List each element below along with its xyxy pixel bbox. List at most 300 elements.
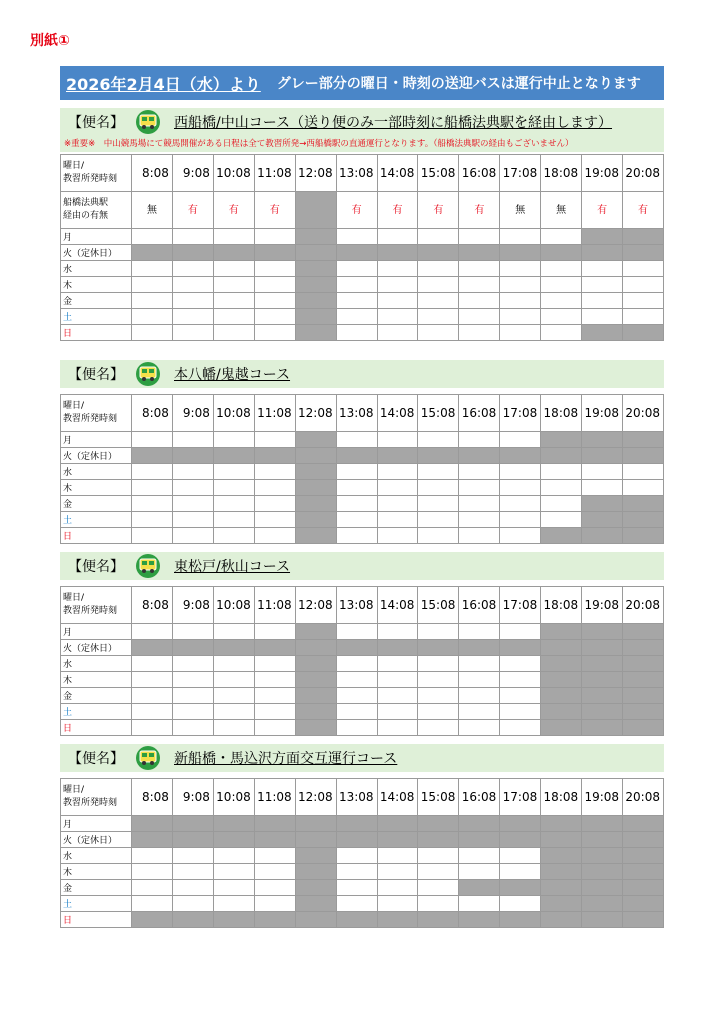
time-cell: 13:08	[336, 395, 377, 432]
time-header-row	[61, 395, 664, 432]
service-slot	[377, 496, 418, 512]
day-row	[61, 704, 664, 720]
cancelled-slot	[541, 896, 582, 912]
time-cell: 16:08	[459, 779, 500, 816]
cancelled-slot	[541, 704, 582, 720]
day-row	[61, 512, 664, 528]
service-slot	[132, 896, 173, 912]
cancelled-slot	[295, 325, 336, 341]
service-slot	[377, 864, 418, 880]
cancelled-slot	[295, 528, 336, 544]
service-slot	[132, 656, 173, 672]
cancelled-slot	[623, 688, 664, 704]
service-slot	[336, 293, 377, 309]
time-cell: 9:08	[172, 587, 213, 624]
cancelled-slot	[172, 816, 213, 832]
service-slot	[213, 480, 254, 496]
service-slot	[336, 864, 377, 880]
day-label: 月	[61, 816, 132, 832]
time-cell: 18:08	[541, 155, 582, 192]
cancelled-slot	[254, 816, 295, 832]
cancelled-slot	[541, 720, 582, 736]
service-slot	[459, 261, 500, 277]
cancelled-slot	[295, 448, 336, 464]
service-slot	[500, 325, 541, 341]
cancelled-slot	[295, 656, 336, 672]
cancelled-slot	[295, 512, 336, 528]
day-row	[61, 880, 664, 896]
service-slot	[254, 325, 295, 341]
service-slot	[500, 512, 541, 528]
service-slot	[623, 261, 664, 277]
course-section	[60, 552, 664, 736]
service-slot	[254, 277, 295, 293]
service-slot	[459, 432, 500, 448]
service-slot	[254, 720, 295, 736]
course-name: 本八幡/鬼越コース	[174, 367, 291, 383]
service-slot	[459, 672, 500, 688]
cancelled-slot	[132, 832, 173, 848]
service-slot	[500, 864, 541, 880]
cancelled-slot	[582, 432, 623, 448]
cancelled-slot	[623, 528, 664, 544]
time-header-row	[61, 779, 664, 816]
time-cell: 15:08	[418, 395, 459, 432]
service-slot	[418, 528, 459, 544]
time-cell: 12:08	[295, 155, 336, 192]
service-slot	[418, 848, 459, 864]
service-slot	[336, 261, 377, 277]
service-slot	[377, 229, 418, 245]
service-slot	[213, 325, 254, 341]
via-cell: 有	[418, 192, 459, 229]
cancelled-slot	[541, 832, 582, 848]
service-slot	[132, 704, 173, 720]
cancelled-slot	[459, 816, 500, 832]
day-label: 土	[61, 704, 132, 720]
service-slot	[254, 688, 295, 704]
cancelled-slot	[336, 832, 377, 848]
service-slot	[254, 464, 295, 480]
service-slot	[418, 880, 459, 896]
service-slot	[172, 293, 213, 309]
day-label: 日	[61, 325, 132, 341]
service-slot	[459, 688, 500, 704]
time-cell: 10:08	[213, 395, 254, 432]
service-slot	[132, 688, 173, 704]
cancelled-slot	[582, 640, 623, 656]
cancelled-slot	[500, 912, 541, 928]
cancelled-slot	[582, 672, 623, 688]
service-slot	[213, 848, 254, 864]
service-slot	[500, 432, 541, 448]
service-slot	[418, 309, 459, 325]
cancelled-slot	[295, 896, 336, 912]
service-slot	[132, 496, 173, 512]
time-cell: 17:08	[500, 587, 541, 624]
via-cell: 有	[254, 192, 295, 229]
service-slot	[213, 688, 254, 704]
cancelled-slot	[459, 832, 500, 848]
cancelled-slot	[541, 656, 582, 672]
service-slot	[500, 624, 541, 640]
time-cell: 12:08	[295, 395, 336, 432]
service-slot	[459, 848, 500, 864]
service-slot	[172, 432, 213, 448]
day-label: 日	[61, 528, 132, 544]
service-slot	[172, 261, 213, 277]
service-slot	[172, 672, 213, 688]
service-slot	[336, 880, 377, 896]
service-slot	[172, 309, 213, 325]
day-label: 木	[61, 864, 132, 880]
day-label: 水	[61, 656, 132, 672]
time-cell: 17:08	[500, 779, 541, 816]
service-slot	[500, 277, 541, 293]
day-label: 月	[61, 432, 132, 448]
service-slot	[377, 480, 418, 496]
service-slot	[500, 656, 541, 672]
service-slot	[377, 672, 418, 688]
bin-label: 【便名】	[68, 559, 124, 575]
cancelled-slot	[623, 448, 664, 464]
course-header	[60, 744, 664, 772]
service-slot	[541, 512, 582, 528]
service-slot	[254, 896, 295, 912]
time-header-row	[61, 155, 664, 192]
cancelled-slot	[582, 688, 623, 704]
service-slot	[172, 325, 213, 341]
cancelled-slot	[500, 245, 541, 261]
cancelled-slot	[295, 277, 336, 293]
service-slot	[377, 464, 418, 480]
cancelled-slot	[336, 912, 377, 928]
cancelled-slot	[623, 912, 664, 928]
bin-label: 【便名】	[68, 751, 124, 767]
time-cell: 14:08	[377, 587, 418, 624]
time-cell: 12:08	[295, 779, 336, 816]
service-slot	[418, 229, 459, 245]
cancelled-slot	[172, 912, 213, 928]
cancelled-slot	[172, 448, 213, 464]
service-slot	[459, 624, 500, 640]
service-slot	[541, 277, 582, 293]
service-slot	[213, 309, 254, 325]
cancelled-slot	[582, 832, 623, 848]
service-slot	[377, 880, 418, 896]
day-label: 土	[61, 309, 132, 325]
via-cell: 有	[336, 192, 377, 229]
cancelled-slot	[295, 432, 336, 448]
cancelled-slot	[623, 816, 664, 832]
day-row	[61, 672, 664, 688]
cancelled-slot	[336, 245, 377, 261]
via-cell: 有	[377, 192, 418, 229]
day-label: 金	[61, 880, 132, 896]
service-slot	[132, 309, 173, 325]
service-slot	[172, 512, 213, 528]
cancelled-slot	[541, 528, 582, 544]
cancelled-slot	[582, 816, 623, 832]
cancelled-slot	[172, 832, 213, 848]
service-slot	[500, 672, 541, 688]
time-cell: 10:08	[213, 779, 254, 816]
cancelled-slot	[582, 448, 623, 464]
time-cell: 8:08	[132, 395, 173, 432]
service-slot	[254, 293, 295, 309]
service-slot	[254, 880, 295, 896]
cancelled-slot	[295, 912, 336, 928]
day-row	[61, 896, 664, 912]
service-slot	[500, 720, 541, 736]
service-slot	[336, 432, 377, 448]
cancelled-slot	[172, 245, 213, 261]
service-slot	[336, 496, 377, 512]
cancelled-slot	[623, 496, 664, 512]
cancelled-slot	[377, 245, 418, 261]
service-slot	[172, 880, 213, 896]
day-label: 火（定休日）	[61, 832, 132, 848]
service-slot	[377, 432, 418, 448]
service-slot	[336, 480, 377, 496]
service-slot	[500, 704, 541, 720]
service-slot	[500, 688, 541, 704]
service-slot	[500, 528, 541, 544]
service-slot	[500, 293, 541, 309]
cancelled-slot	[295, 672, 336, 688]
service-slot	[254, 229, 295, 245]
time-cell: 9:08	[172, 779, 213, 816]
service-slot	[459, 325, 500, 341]
service-slot	[459, 896, 500, 912]
cancelled-slot	[295, 720, 336, 736]
service-slot	[623, 293, 664, 309]
cancelled-slot	[418, 832, 459, 848]
cancelled-slot	[213, 912, 254, 928]
service-slot	[213, 432, 254, 448]
header-label: 曜日/ 教習所発時刻	[61, 395, 132, 432]
time-cell: 18:08	[541, 587, 582, 624]
service-slot	[459, 528, 500, 544]
service-slot	[132, 672, 173, 688]
bus-icon	[136, 554, 160, 578]
service-slot	[418, 464, 459, 480]
cancelled-slot	[213, 640, 254, 656]
time-cell: 15:08	[418, 587, 459, 624]
service-slot	[336, 688, 377, 704]
service-slot	[213, 464, 254, 480]
service-slot	[623, 480, 664, 496]
service-slot	[582, 293, 623, 309]
time-cell: 20:08	[623, 587, 664, 624]
time-cell: 9:08	[172, 395, 213, 432]
cancelled-slot	[541, 432, 582, 448]
cancelled-slot	[623, 640, 664, 656]
cancelled-slot	[418, 912, 459, 928]
service-slot	[418, 325, 459, 341]
cancelled-slot	[582, 880, 623, 896]
cancelled-slot	[377, 448, 418, 464]
service-slot	[418, 704, 459, 720]
cancelled-slot	[295, 480, 336, 496]
service-slot	[377, 848, 418, 864]
day-label: 水	[61, 261, 132, 277]
time-cell: 15:08	[418, 155, 459, 192]
service-slot	[418, 896, 459, 912]
service-slot	[213, 512, 254, 528]
via-cell: 有	[582, 192, 623, 229]
cancelled-slot	[500, 640, 541, 656]
service-slot	[254, 864, 295, 880]
cancelled-slot	[418, 640, 459, 656]
service-slot	[254, 261, 295, 277]
service-slot	[336, 896, 377, 912]
time-cell: 19:08	[582, 779, 623, 816]
time-cell: 16:08	[459, 395, 500, 432]
day-row	[61, 464, 664, 480]
service-slot	[541, 309, 582, 325]
course-section	[60, 108, 664, 341]
day-row	[61, 309, 664, 325]
service-slot	[213, 896, 254, 912]
service-slot	[336, 229, 377, 245]
service-slot	[336, 528, 377, 544]
time-cell: 19:08	[582, 587, 623, 624]
service-slot	[213, 277, 254, 293]
via-cell: 無	[500, 192, 541, 229]
service-slot	[132, 325, 173, 341]
time-cell: 18:08	[541, 779, 582, 816]
cancelled-slot	[295, 688, 336, 704]
cancelled-slot	[336, 816, 377, 832]
service-slot	[418, 624, 459, 640]
cancelled-slot	[295, 261, 336, 277]
day-row	[61, 640, 664, 656]
service-slot	[418, 293, 459, 309]
service-slot	[132, 864, 173, 880]
day-label: 水	[61, 848, 132, 864]
cancelled-slot	[623, 848, 664, 864]
day-row	[61, 480, 664, 496]
service-slot	[623, 309, 664, 325]
cancelled-slot	[377, 912, 418, 928]
cancelled-slot	[418, 816, 459, 832]
service-slot	[213, 624, 254, 640]
service-slot	[582, 480, 623, 496]
day-row	[61, 261, 664, 277]
service-slot	[500, 848, 541, 864]
service-slot	[336, 672, 377, 688]
time-cell: 8:08	[132, 587, 173, 624]
time-cell: 10:08	[213, 155, 254, 192]
course-name: 東松戸/秋山コース	[174, 559, 291, 575]
day-row	[61, 293, 664, 309]
cancelled-slot	[295, 309, 336, 325]
service-slot	[418, 261, 459, 277]
service-slot	[132, 229, 173, 245]
service-slot	[213, 864, 254, 880]
service-slot	[418, 496, 459, 512]
time-cell: 18:08	[541, 395, 582, 432]
via-cell: 有	[623, 192, 664, 229]
cancelled-slot	[254, 832, 295, 848]
service-slot	[500, 261, 541, 277]
day-label: 土	[61, 512, 132, 528]
cancelled-slot	[582, 704, 623, 720]
cancelled-slot	[623, 720, 664, 736]
cancelled-slot	[541, 624, 582, 640]
service-slot	[500, 496, 541, 512]
service-slot	[213, 528, 254, 544]
service-slot	[582, 261, 623, 277]
service-slot	[377, 624, 418, 640]
service-slot	[254, 704, 295, 720]
service-slot	[336, 325, 377, 341]
service-slot	[254, 512, 295, 528]
service-slot	[213, 293, 254, 309]
service-slot	[172, 864, 213, 880]
day-row	[61, 624, 664, 640]
service-slot	[132, 512, 173, 528]
service-slot	[582, 464, 623, 480]
service-slot	[459, 864, 500, 880]
cancelled-slot	[254, 912, 295, 928]
cancelled-slot	[295, 864, 336, 880]
service-slot	[418, 277, 459, 293]
service-slot	[172, 720, 213, 736]
service-slot	[541, 229, 582, 245]
day-label: 金	[61, 496, 132, 512]
service-slot	[336, 512, 377, 528]
cancelled-slot	[295, 640, 336, 656]
time-cell: 17:08	[500, 155, 541, 192]
cancelled-slot	[295, 496, 336, 512]
service-slot	[336, 624, 377, 640]
service-slot	[213, 704, 254, 720]
cancelled-slot	[582, 325, 623, 341]
notice-message: グレー部分の曜日・時刻の送迎バスは運行中止となります	[276, 76, 641, 92]
via-cell: 有	[459, 192, 500, 229]
service-slot	[132, 293, 173, 309]
cancelled-slot	[172, 640, 213, 656]
cancelled-slot	[418, 245, 459, 261]
service-slot	[172, 496, 213, 512]
cancelled-slot	[295, 229, 336, 245]
day-row	[61, 432, 664, 448]
attachment-label: 別紙①	[30, 33, 70, 49]
cancelled-slot	[541, 672, 582, 688]
service-slot	[336, 656, 377, 672]
service-slot	[132, 277, 173, 293]
time-cell: 11:08	[254, 779, 295, 816]
service-slot	[418, 512, 459, 528]
service-slot	[459, 309, 500, 325]
header-label: 曜日/ 教習所発時刻	[61, 779, 132, 816]
day-label: 火（定休日）	[61, 448, 132, 464]
cancelled-slot	[541, 816, 582, 832]
service-slot	[500, 896, 541, 912]
cancelled-slot	[132, 245, 173, 261]
service-slot	[459, 277, 500, 293]
time-cell: 19:08	[582, 155, 623, 192]
service-slot	[172, 277, 213, 293]
course-section	[60, 360, 664, 544]
day-label: 金	[61, 293, 132, 309]
service-slot	[132, 720, 173, 736]
service-slot	[254, 480, 295, 496]
service-slot	[459, 293, 500, 309]
service-slot	[377, 293, 418, 309]
